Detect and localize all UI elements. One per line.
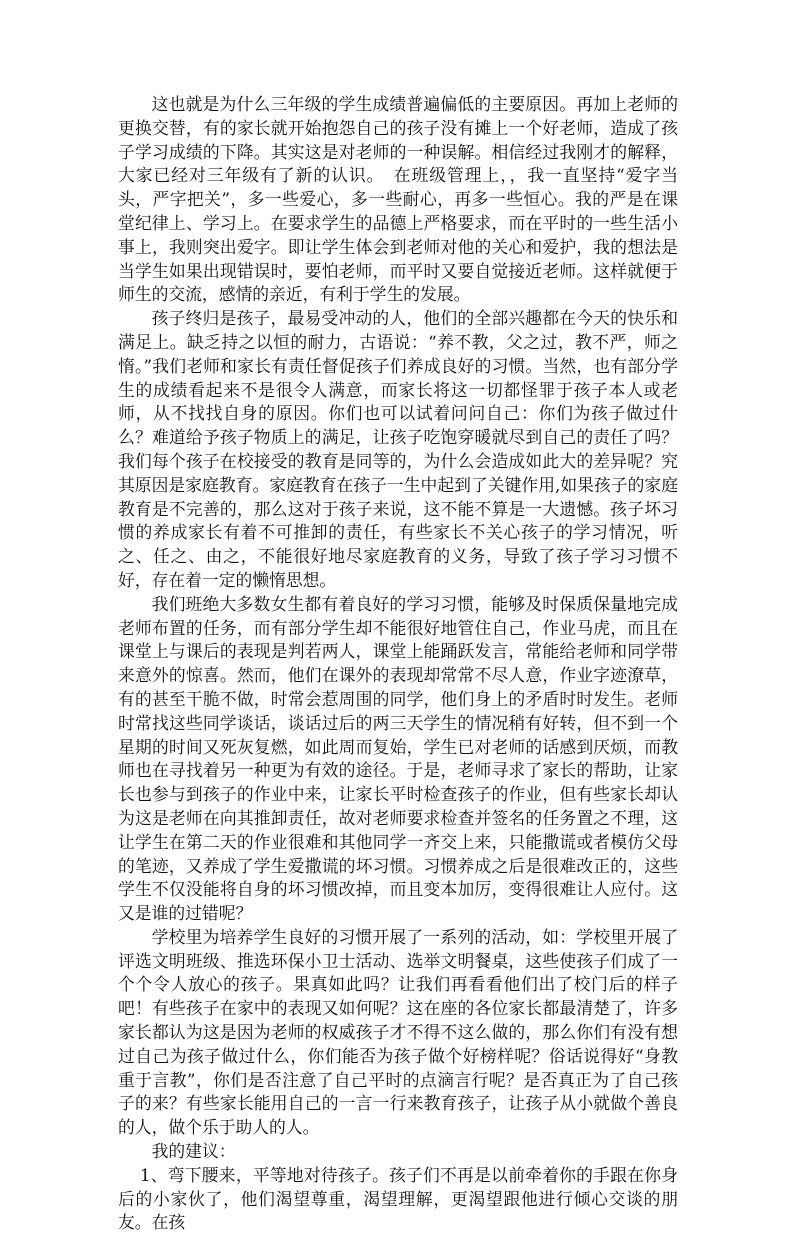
paragraph-school-activities: 学校里为培养学生良好的习惯开展了一系列的活动，如：学校里开展了评选文明班级、推选环保小卫士活动、选举文明餐桌，这些使孩子们成了一个个令人放心的孩子。果真如此吗？让我们再看看他们出了校门后的样子吧！有些孩子在家中的表现又如何呢？这在座的各位家长都最清楚了，许多家长都认为这是因为老师的权威孩子才不得不这么做的，那么你们有没有想过自己为孩子做过什么，你们能否为孩子做个好榜样呢？俗话说得好“身教重于言教”，你们是否注意了自己平时的点滴言行呢？是否真正为了自己孩子的来？有些家长能用自己的一言一行来教育孩子，让孩子从小就做个善良的人，做个乐于助人的人。 — [118, 926, 678, 1138]
document-page — [118, 93, 678, 1235]
paragraph-my-suggestions: 我的建议： — [151, 1141, 236, 1162]
paragraph-grade-three-results: 这也就是为什么三年级的学生成绩普遍偏低的主要原因。再加上老师的更换交替，有的家长就开始抱怨自己的孩子没有摊上一个好老师，造成了孩子学习成绩的下降。其实这是对老师的一种误解。相信经过我刚才的解释，大家已经对三年级有了新的认识。 在班级管理上，，我一直坚持“爱字当头，严字把关”，多一些爱心，多一些耐心，再多一些恒心。我的严是在课堂纪律上、学习上。在要求学生的品德上严格要求，而在平时的一些生活小事上，我则突出爱字。即让学生体会到老师对他的关心和爱护，我的想法是当学生如果出现错误时，要怕老师，而平时又要自觉接近老师。这样就便于师生的交流，感情的亲近，有利于学生的发展。 — [118, 94, 678, 305]
paragraph-class-study-habits: 我们班绝大多数女生都有着良好的学习习惯，能够及时保质保量地完成老师布置的任务，而有部分学生却不能很好地管住自己，作业马虎，而且在课堂上与课后的表现是判若两人，课堂上能踊跃发言，常能给老师和同学带来意外的惊喜。然而，他们在课外的表现却常常不尽人意，作业字迹潦草，有的甚至干脆不做，时常会惹周围的同学，他们身上的矛盾时时发生。老师时常找这些同学谈话，谈话过后的两三天学生的情况稍有好转，但不到一个星期的时间又死灰复燃，如此周而复始，学生已对老师的话感到厌烦，而教师也在寻找着另一种更为有效的途径。于是，老师寻求了家长的帮助，让家长也参与到孩子的作业中来，让家长平时检查孩子的作业，但有些家长却认为这是老师在向其推卸责任，故对老师要求检查并签名的任务置之不理，这让学生在第二天的作业很难和其他同学一齐交上来，只能撒谎或者模仿父母的笔迹，又养成了学生爱撒谎的坏习惯。习惯养成之后是很难改正的，这些学生不仅没能将自身的坏习惯改掉，而且变本加厉，变得很难让人应付。这又是谁的过错呢？ — [118, 593, 678, 924]
paragraph-suggestion-one: 1、弯下腰来，平等地对待孩子。孩子们不再是以前牵着你的手跟在你身后的小家伙了，他们渴望尊重，渴望理解，更渴望跟他进行倾心交谈的朋友。在孩 — [118, 1164, 678, 1233]
paragraph-child-habits: 孩子终归是孩子，最易受冲动的人，他们的全部兴趣都在今天的快乐和满足上。缺乏持之以恒的耐力，古语说：“养不教，父之过，教不严，师之惰。”我们老师和家长有责任督促孩子们养成良好的习惯。当然，也有部分学生的成绩看起来不是很令人满意，而家长将这一切都怪罪于孩子本人或老师，从不找找自身的原因。你们也可以试着问问自己：你们为孩子做过什么？难道给予孩子物质上的满足，让孩子吃饱穿暖就尽到自己的责任了吗？我们每个孩子在校接受的教育是同等的，为什么会造成如此大的差异呢？究其原因是家庭教育。家庭教育在孩子一生中起到了关键作用,如果孩子的家庭教育是不完善的，那么这对于孩子来说，这不能不算是一大遗憾。孩子坏习惯的养成家长有着不可推卸的责任，有些家长不关心孩子的学习情况，听之、任之、由之，不能很好地尽家庭教育的义务，导致了孩子学习习惯不好，存在着一定的懒惰思想。 — [118, 308, 678, 590]
